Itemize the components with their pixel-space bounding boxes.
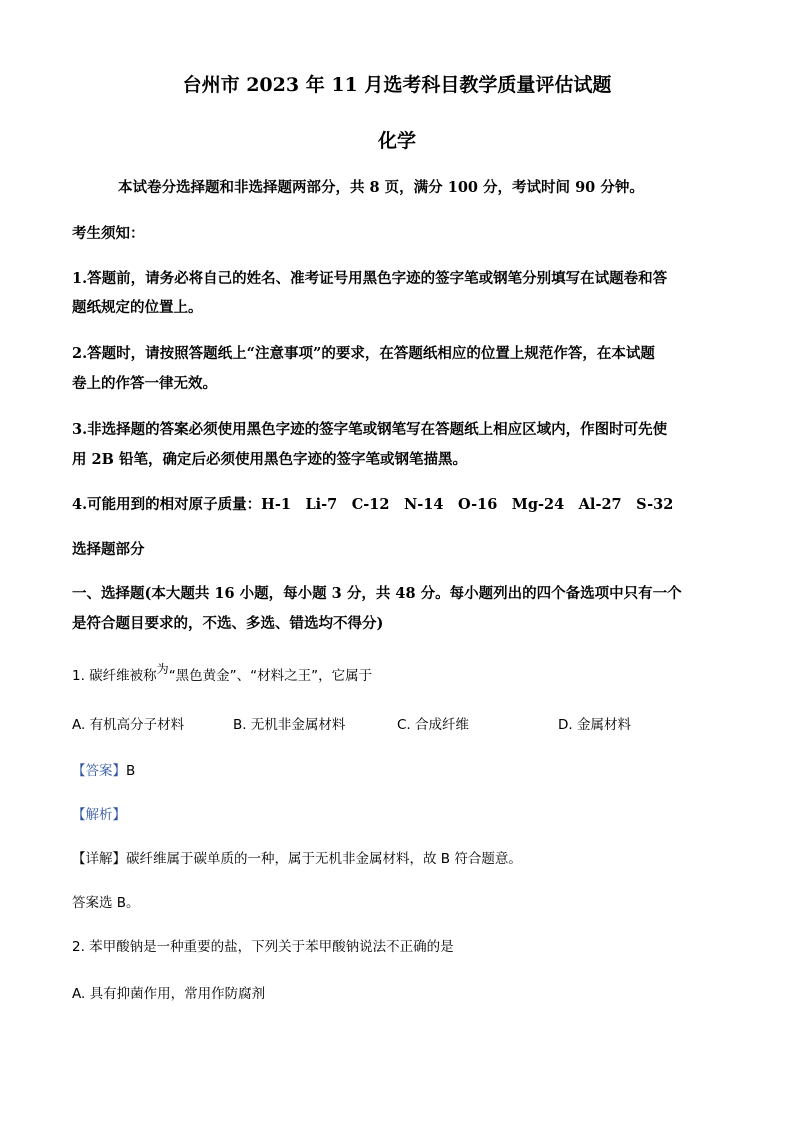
subject-title: 化学 — [377, 130, 416, 152]
question-1-option-d: D. 金属材料 — [558, 717, 631, 733]
notice-item-1-line-2: 题纸规定的位置上。 — [72, 299, 203, 316]
question-1-stem-start: 1. 碳纤维被称 — [72, 668, 157, 684]
question-1-detail — [72, 847, 724, 867]
notice-item-2-line-2: 卷上的作答一律无效。 — [72, 375, 217, 392]
question-2-option-a: A. 具有抑菌作用，常用作防腐剂 — [72, 986, 266, 1002]
section-heading-line-2: 是符合题目要求的，不选、多选、错选均不得分) — [72, 615, 384, 632]
answer-value: B — [126, 763, 136, 779]
question-1-stem-end: “黑色黄金”、“材料之王”，它属于 — [168, 668, 373, 684]
question-2-stem: 2. 苯甲酸钠是一种重要的盐，下列关于苯甲酸钠说法不正确的是 — [72, 939, 454, 955]
section-part-title: 选择题部分 — [72, 541, 145, 558]
notice-item-1-line-1: 1.答题前，请务必将自己的姓名、准考证号用黑色字迹的签字笔或钢笔分别填写在试题卷和答 — [72, 270, 668, 287]
exam-title: 台州市 2023 年 11 月选考科目教学质量评估试题 — [182, 74, 612, 96]
notice-item-4: 4.可能用到的相对原子质量：H-1 Li-7 C-12 N-14 O-16 Mg-24 Al-27 S-32 — [72, 496, 674, 513]
detail-text: 碳纤维属于碳单质的一种，属于无机非金属材料，故 B 符合题意。 — [126, 851, 522, 867]
question-1-stem-superscript: 为 — [156, 662, 169, 676]
notice-item-3-line-1: 3.非选择题的答案必须使用黑色字迹的签字笔或钢笔写在答题纸上相应区域内，作图时可先使 — [72, 421, 668, 438]
question-1-stem — [72, 664, 724, 684]
answer-label: 【答案】 — [72, 763, 126, 779]
section-heading-line-1: 一、选择题(本大题共 16 小题，每小题 3 分，共 48 分。每小题列出的四个备选项中只有一个 — [72, 585, 682, 602]
notice-heading: 考生须知： — [72, 225, 145, 242]
detail-label: 【详解】 — [72, 851, 126, 867]
question-1-option-c: C. 合成纤维 — [397, 717, 470, 733]
question-1-option-b: B. 无机非金属材料 — [233, 717, 346, 733]
question-1-answer — [72, 759, 724, 779]
notice-item-2-line-1: 2.答题时，请按照答题纸上“注意事项”的要求，在答题纸相应的位置上规范作答，在本试题 — [72, 345, 655, 362]
notice-item-3-line-2: 用 2B 铅笔，确定后必须使用黑色字迹的签字笔或钢笔描黑。 — [72, 451, 467, 468]
question-1-conclusion: 答案选 B。 — [72, 895, 140, 911]
question-1-option-a: A. 有机高分子材料 — [72, 717, 185, 733]
analysis-label: 【解析】 — [72, 807, 126, 823]
exam-intro: 本试卷分选择题和非选择题两部分，共 8 页，满分 100 分，考试时间 90 分钟。 — [118, 179, 644, 196]
